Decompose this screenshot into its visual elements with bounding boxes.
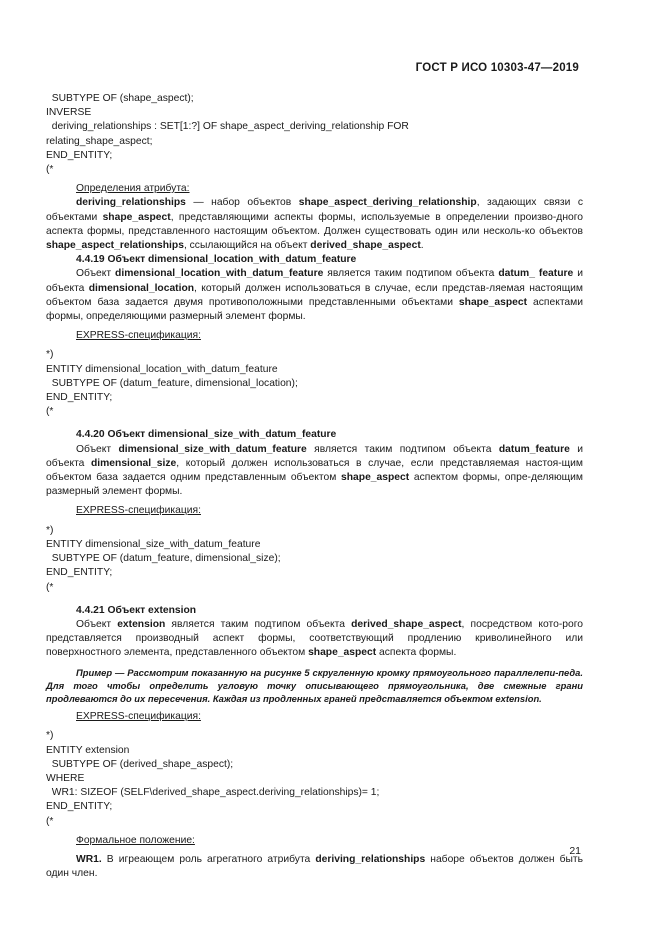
code-line: (* — [46, 406, 54, 418]
code-line: WHERE — [46, 772, 85, 784]
code-block-3 — [46, 524, 583, 595]
code-line: (* — [46, 581, 54, 593]
code-line: relating_shape_aspect; — [46, 135, 153, 147]
paragraph-extension: Объект extension является таким подтипом объекта derived_shape_aspect, посредством кото-рого представляется производный аспект формы, соответствующий продлению криволинейного или поверхностного элемента, представленного объектом shape_aspect аспекта формы. — [46, 618, 583, 659]
section-heading-4-4-20: 4.4.20 Объект dimensional_size_with_datum_feature — [76, 429, 337, 441]
code-line: *) — [46, 730, 54, 742]
express-spec-title: EXPRESS-спецификация: — [76, 505, 201, 517]
code-block-2 — [46, 348, 583, 419]
attribute-definitions-title: Определения атрибута: — [76, 183, 190, 195]
code-line: *) — [46, 349, 54, 361]
page-number: 21 — [569, 845, 581, 857]
code-line: END_ENTITY; — [46, 149, 113, 161]
section-heading-4-4-21: 4.4.21 Объект extension — [76, 604, 197, 616]
section-heading-4-4-19: 4.4.19 Объект dimensional_location_with_datum_feature — [76, 254, 357, 266]
code-line: END_ENTITY; — [46, 567, 113, 579]
formal-proposition-title: Формальное положение: — [76, 834, 195, 846]
paragraph-deriving-relationships: deriving_relationships — набор объектов shape_aspect_deriving_relationship, задающих связи с объектами shape_aspect, представляющими аспекты формы, используемые в определении произво-дного аспекта формы, представленного настоящим объектом. Должен существовать один или несколь-ко объектов shape_aspect_relationships, ссылающийся на объект derived_shape_aspect. — [46, 197, 584, 252]
page-content — [46, 92, 583, 881]
paragraph-wr1: WR1. В игреающем роль агрегатного атрибута deriving_relationships наборе объектов должен быть один член. — [46, 853, 583, 880]
code-line: END_ENTITY; — [46, 801, 113, 813]
code-line: deriving_relationships : SET[1:?] OF shape_aspect_deriving_relationship FOR — [46, 121, 409, 133]
code-block-1 — [46, 92, 583, 177]
express-spec-title: EXPRESS-спецификация: — [76, 330, 201, 342]
example-note: Пример — Рассмотрим показанную на рисунке 5 скругленную кромку прямоугольного параллелепи-педа. Для того чтобы определить угловую точку описывающего прямоугольника, две смежные грани продлеваются до их пересечения. Каждая из продленных граней представляется объектом extension. — [46, 666, 583, 704]
code-line: END_ENTITY; — [46, 392, 113, 404]
code-line: SUBTYPE OF (shape_aspect); — [46, 93, 194, 104]
code-line: SUBTYPE OF (derived_shape_aspect); — [46, 758, 234, 770]
code-line: INVERSE — [46, 107, 92, 119]
document-header: ГОСТ Р ИСО 10303-47—2019 — [415, 62, 579, 74]
code-line: WR1: SIZEOF (SELF\derived_shape_aspect.deriving_relationships)= 1; — [46, 787, 380, 799]
paragraph-dimensional-location: Объект dimensional_location_with_datum_feature является таким подтипом объекта datum_ feature и объекта dimensional_location, который должен использоваться в случае, если представ-ляемая настоящим объектом база задается двумя противоположными представленными объектами shape_aspect аспектами формы, определяющими размерный элемент формы. — [46, 268, 584, 323]
code-line: ENTITY extension — [46, 744, 130, 756]
code-line: ENTITY dimensional_size_with_datum_feature — [46, 538, 261, 550]
code-line: ENTITY dimensional_location_with_datum_feature — [46, 363, 278, 375]
code-block-4 — [46, 729, 583, 828]
express-spec-title: EXPRESS-спецификация: — [76, 711, 201, 723]
code-line: SUBTYPE OF (datum_feature, dimensional_size); — [46, 553, 281, 565]
code-line: SUBTYPE OF (datum_feature, dimensional_location); — [46, 377, 298, 389]
paragraph-dimensional-size: Объект dimensional_size_with_datum_feature является таким подтипом объекта datum_feature и объекта dimensional_size, который должен использоваться в случае, если представляемая настоя-щим объектом база задается одним представленным объектом shape_aspect аспектом формы, опре-деляющим размерный элемент формы. — [46, 443, 583, 498]
code-line: *) — [46, 524, 54, 536]
code-line: (* — [46, 815, 54, 827]
code-line: (* — [46, 164, 54, 176]
